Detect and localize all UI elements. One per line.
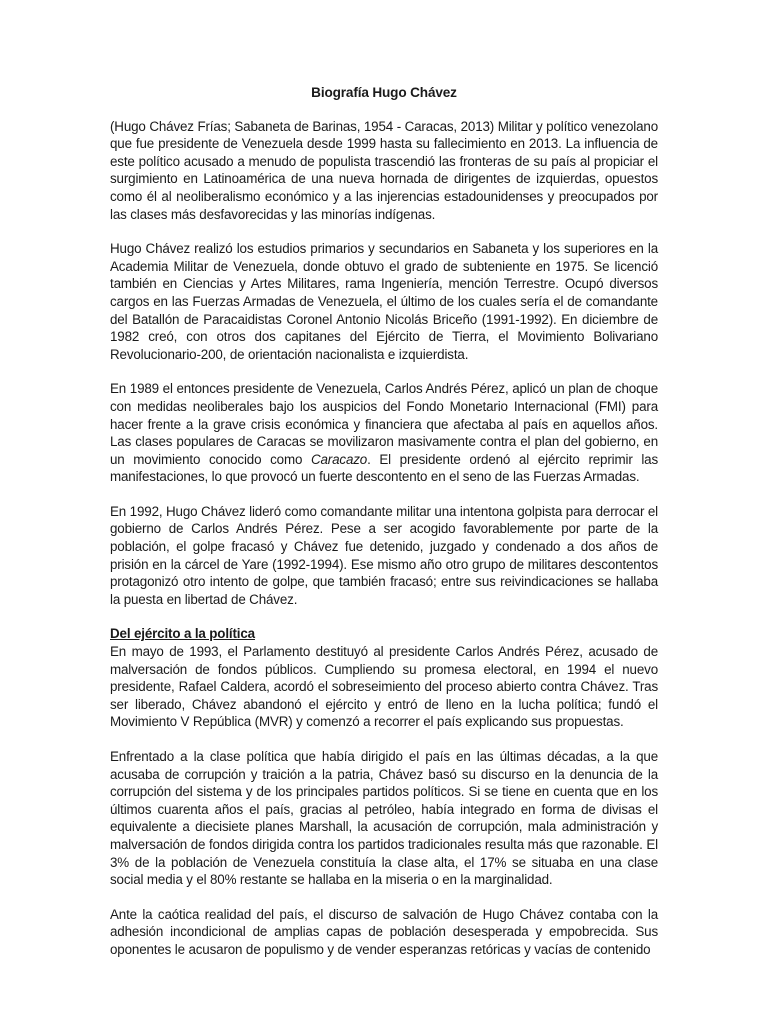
document-page [110, 84, 658, 959]
paragraph-1989-text-before: En 1989 el entonces presidente de Venezuela, Carlos Andrés Pérez, aplicó un plan de choque con medidas neoliberales bajo los auspicios del Fondo Monetario Internacional (FMI) para hacer frente a la grave crisis económica y financiera que afectaba al país en aquellos años. Las clases populares de Caracas se movilizaron masivamente contra el plan del gobierno, en un movimiento conocido como [110, 381, 658, 467]
paragraph-education: Hugo Chávez realizó los estudios primarios y secundarios en Sabaneta y los superiores en la Academia Militar de Venezuela, donde obtuvo el grado de subteniente en 1975. Se licenció también en Ciencias y Artes Militares, rama Ingeniería, mención Terrestre. Ocupó diversos cargos en las Fuerzas Armadas de Venezuela, el último de los cuales sería el de comandante del Batallón de Paracaidistas Coronel Antonio Nicolás Briceño (1991-1992). En diciembre de 1982 creó, con otros dos capitanes del Ejército de Tierra, el Movimiento Bolivariano Revolucionario-200, de orientación nacionalista e izquierdista. [110, 241, 658, 362]
paragraph-salvation: Ante la caótica realidad del país, el discurso de salvación de Hugo Chávez contaba con la adhesión incondicional de amplias capas de población desesperada y empobrecida. Sus oponentes le acusaron de populismo y de vender esperanzas retóricas y vacías de contenido [110, 906, 658, 957]
paragraph-1989 [110, 380, 658, 486]
paragraph-1989-text-after: . El presidente ordenó al ejército reprimir las manifestaciones, lo que provocó un fuerte descontento en el seno de las Fuerzas Armadas. [110, 451, 659, 485]
section-heading: Del ejército a la política [110, 626, 255, 642]
paragraph-1993: En mayo de 1993, el Parlamento destituyó al presidente Carlos Andrés Pérez, acusado de malversación de fondos públicos. Cumpliendo su promesa electoral, en 1994 el nuevo presidente, Rafael Caldera, acordó el sobreseimiento del proceso abierto contra Chávez. Tras ser liberado, Chávez abandonó el ejército y entró de lleno en la lucha política; fundó el Movimiento V República (MVR) y comenzó a recorrer el país explicando sus propuestas. [110, 644, 658, 730]
paragraph-1992: En 1992, Hugo Chávez lideró como comandante militar una intentona golpista para derrocar el gobierno de Carlos Andrés Pérez. Pese a ser acogido favorablemente por parte de la población, el golpe fracasó y Chávez fue detenido, juzgado y condenado a dos años de prisión en la cárcel de Yare (1992-1994). Ese mismo año otro grupo de militares descontentos protagonizó otro intento de golpe, que también fracasó; entre sus reivindicaciones se hallaba la puesta en libertad de Chávez. [110, 503, 658, 607]
paragraph-intro: (Hugo Chávez Frías; Sabaneta de Barinas, 1954 - Caracas, 2013) Militar y político venezolano que fue presidente de Venezuela desde 1999 hasta su fallecimiento en 2013. La influencia de este político acusado a menudo de populista trascendió las fronteras de su país al propiciar el surgimiento en Latinoamérica de una nueva hornada de dirigentes de izquierdas, opuestos como él al neoliberalismo económico y a las injerencias estadounidenses y preocupados por las clases más desfavorecidas y las minorías indígenas. [110, 118, 658, 222]
paragraph-corruption: Enfrentado a la clase política que había dirigido el país en las últimas décadas, a la que acusaba de corrupción y traición a la patria, Chávez basó su discurso en la denuncia de la corrupción del sistema y de los principales partidos políticos. Si se tiene en cuenta que en los últimos cuarenta años el país, gracias al petróleo, había integrado en forma de divisas el equivalente a diecisiete planes Marshall, la acusación de corrupción, mala administración y malversación de fondos dirigida contra los partidos tradicionales resulta más que razonable. El 3% de la población de Venezuela constituía la clase alta, el 17% se situaba en una clase social media y el 80% restante se hallaba en la miseria o en la marginalidad. [110, 749, 658, 888]
document-title: Biografía Hugo Chávez [311, 85, 457, 100]
caracazo-term: Caracazo [310, 451, 368, 467]
